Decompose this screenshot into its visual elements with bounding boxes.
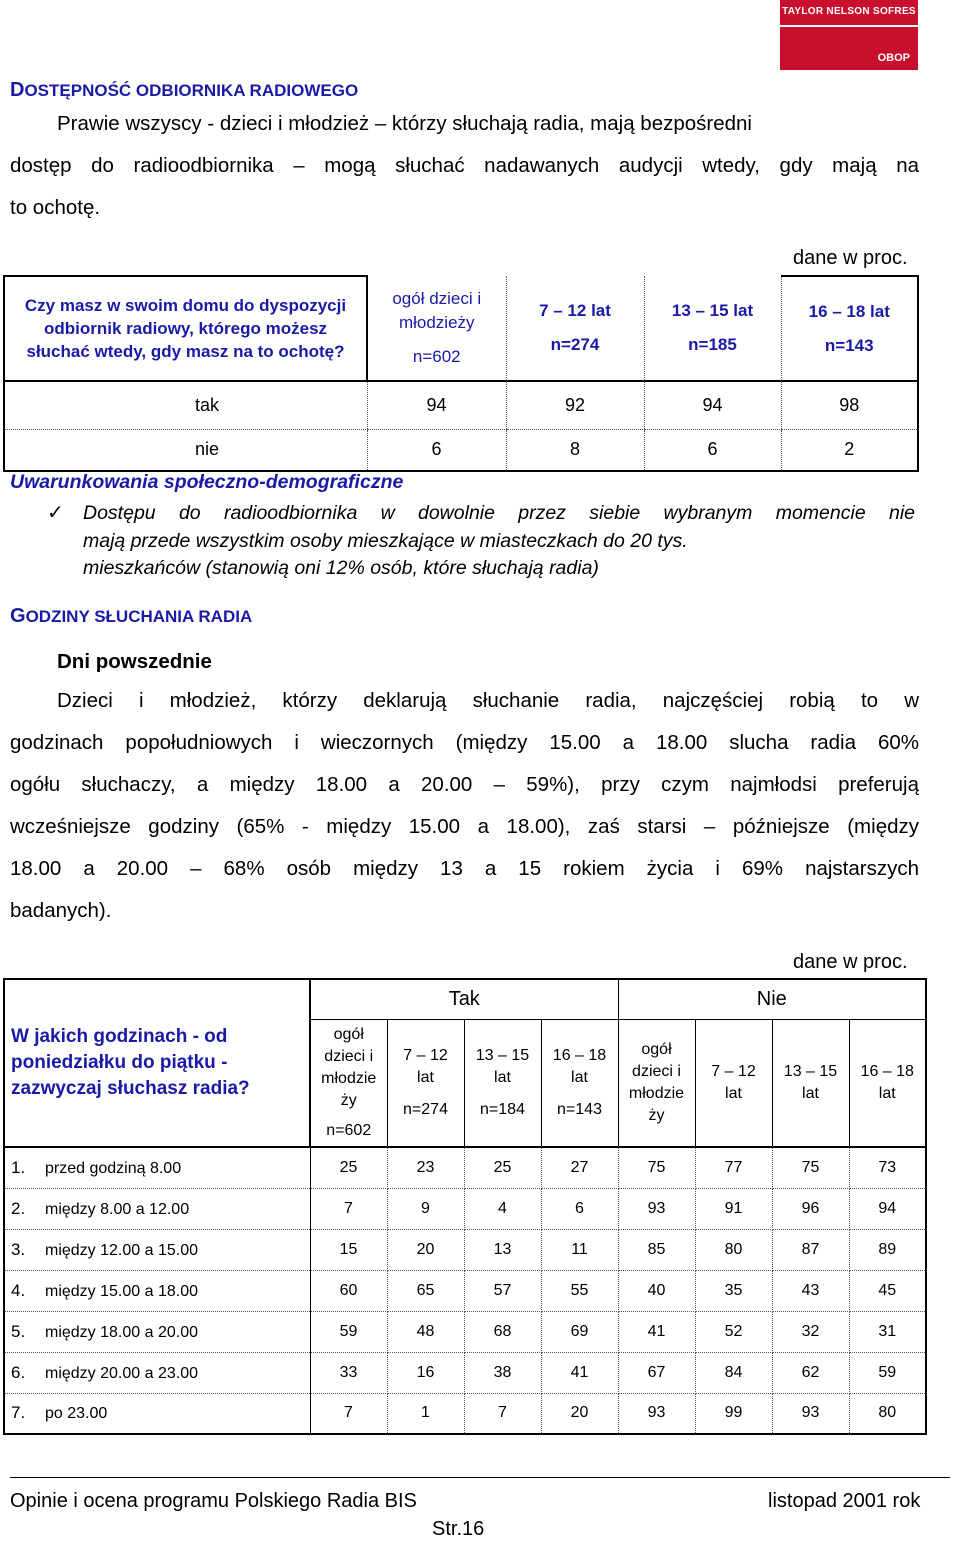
row-label: między 15.00 a 18.00 [45,1282,198,1300]
table2-row-label [4,1229,310,1270]
table2-nie-16-18: 16 – 18 lat [849,1019,926,1147]
table2-cell: 31 [849,1311,926,1352]
row-label: między 12.00 a 15.00 [45,1241,198,1259]
table2-cell: 25 [310,1147,387,1188]
table2-nie-13-15: 13 – 15 lat [772,1019,849,1147]
logo-text-line1: TAYLOR NELSON SOFRES [782,6,916,17]
table1-header-16-18: 16 – 18 lat n=143 [781,276,918,381]
table2-row [4,1352,926,1393]
table2-cell: 33 [310,1352,387,1393]
table2-cell: 59 [849,1352,926,1393]
table2-tak-total: ogół dzieci i młodzie ży n=602 [310,1019,387,1147]
table2-cell: 91 [695,1188,772,1229]
row-number: 7. [11,1403,26,1423]
row-label: między 20.00 a 23.00 [45,1364,198,1382]
table2-cell: 41 [541,1352,618,1393]
table2-row [4,1147,926,1188]
table2-cell: 80 [849,1393,926,1434]
table2-cell: 93 [772,1393,849,1434]
table2-row-label [4,1270,310,1311]
row-label: po 23.00 [45,1405,108,1423]
para2-line-3: ogółu słuchaczy, a między 18.00 a 20.00 – 59%), przy czym najmłodsi preferują [10,773,919,796]
table2-cell: 11 [541,1229,618,1270]
para2-line-4: wcześniejsze godziny (65% - między 15.00 a 18.00), zaś starsi – późniejsze (między [10,815,919,838]
table1-header-13-15: 13 – 15 lat n=185 [644,276,781,381]
table2-cell: 84 [695,1352,772,1393]
table2-tak-16-18: 16 – 18 lat n=143 [541,1019,618,1147]
table1-header-total: ogół dzieci i młodzieży n=602 [367,276,506,381]
table1-row-tak: tak 94 92 94 98 [4,381,918,429]
table2-row-label [4,1393,310,1434]
footer-rule [10,1477,950,1478]
table2-row [4,1188,926,1229]
para-line-1: Prawie wszyscy - dzieci i młodzież – którzy słuchają radia, mają bezpośredni [57,112,752,135]
row-number: 4. [11,1280,26,1300]
table2-cell: 93 [618,1393,695,1434]
table2-cell: 87 [772,1229,849,1270]
table2-cell: 7 [464,1393,541,1434]
table2-cell: 35 [695,1270,772,1311]
para2-line-6: badanych). [10,899,112,922]
table-listening-hours [3,978,927,1435]
table2-cell: 57 [464,1270,541,1311]
row-number: 5. [11,1321,26,1341]
table2-cell: 1 [387,1393,464,1434]
table1-question: Czy masz w swoim domu do dyspozycji odbiornik radiowy, którego możesz słuchać wtedy, gdy masz na to ochotę? [4,276,367,381]
table2-nie-7-12: 7 – 12 lat [695,1019,772,1147]
table2-cell: 9 [387,1188,464,1229]
table2-cell: 89 [849,1229,926,1270]
footer-date: listopad 2001 rok [768,1490,921,1512]
table2-row [4,1311,926,1352]
table2-cell: 40 [618,1270,695,1311]
table2-cell: 68 [464,1311,541,1352]
table2-cell: 20 [541,1393,618,1434]
table2-row-label [4,1188,310,1229]
table2-cell: 4 [464,1188,541,1229]
table2-row [4,1270,926,1311]
table2-cell: 25 [464,1147,541,1188]
table2-cell: 59 [310,1311,387,1352]
conditions-title: Uwarunkowania społeczno-demograficzne [10,471,404,493]
para2-line-5: 18.00 a 20.00 – 68% osób między 13 a 15 rokiem życia i 69% najstarszych [10,857,919,880]
table2-cell: 69 [541,1311,618,1352]
table2-nie-total: ogół dzieci i młodzie ży [618,1019,695,1147]
table2-cell: 45 [849,1270,926,1311]
table2-cell: 93 [618,1188,695,1229]
table2-cell: 73 [849,1147,926,1188]
table2-cell: 7 [310,1188,387,1229]
section-title-hours: GODZINY SŁUCHANIA RADIA [10,605,253,627]
table2-cell: 67 [618,1352,695,1393]
row-number: 6. [11,1362,26,1382]
table2-cell: 15 [310,1229,387,1270]
para-line-2: dostęp do radioodbiornika – mogą słuchać nadawanych audycji wtedy, gdy mają na [10,154,919,177]
table2-question: W jakich godzinach - od poniedziałku do piątku - zazwyczaj słuchasz radia? [4,979,310,1147]
table2-cell: 75 [618,1147,695,1188]
conditions-line-1: Dostępu do radioodbiornika w dowolnie przez siebie wybranym momencie nie [83,502,915,524]
table2-row-label [4,1147,310,1188]
table2-cell: 7 [310,1393,387,1434]
table-radio-availability [3,275,919,472]
table2-cell: 60 [310,1270,387,1311]
table2-cell: 6 [541,1188,618,1229]
table2-cell: 94 [849,1188,926,1229]
table2-cell: 48 [387,1311,464,1352]
section-title-availability: DOSTĘPNOŚĆ ODBIORNIKA RADIOWEGO [10,79,359,101]
table2-row [4,1229,926,1270]
table2-note: dane w proc. [793,951,908,973]
table2-row [4,1393,926,1434]
table1-row-nie: nie 6 8 6 2 [4,429,918,471]
table1-header-7-12: 7 – 12 lat n=274 [506,276,644,381]
table2-cell: 38 [464,1352,541,1393]
conditions-line-2: mają przede wszystkim osoby mieszkające w miasteczkach do 20 tys. [83,530,688,552]
table2-cell: 80 [695,1229,772,1270]
logo-text-line2: OBOP [877,52,910,64]
table2-cell: 43 [772,1270,849,1311]
table2-row-label [4,1311,310,1352]
table1-note: dane w proc. [793,247,908,269]
table2-cell: 32 [772,1311,849,1352]
table2-cell: 16 [387,1352,464,1393]
para2-line-1: Dzieci i młodzież, którzy deklarują słuchanie radia, najczęściej robią to w [57,689,919,712]
para2-line-2: godzinach popołudniowych i wieczornych (między 15.00 a 18.00 slucha radia 60% [10,731,919,754]
row-number: 3. [11,1239,26,1259]
table2-cell: 96 [772,1188,849,1229]
table2-tak-7-12: 7 – 12 lat n=274 [387,1019,464,1147]
row-number: 1. [11,1157,26,1177]
table2-cell: 27 [541,1147,618,1188]
table2-cell: 13 [464,1229,541,1270]
table2-group-nie: Nie [618,979,926,1019]
conditions-line-3: mieszkańców (stanowią oni 12% osób, które słuchają radia) [83,557,599,579]
table2-cell: 52 [695,1311,772,1352]
table2-tak-13-15: 13 – 15 lat n=184 [464,1019,541,1147]
table2-cell: 85 [618,1229,695,1270]
page-number: Str.16 [432,1518,485,1540]
table2-cell: 20 [387,1229,464,1270]
table2-cell: 65 [387,1270,464,1311]
table2-group-tak: Tak [310,979,618,1019]
table2-cell: 23 [387,1147,464,1188]
checkmark-icon: ✓ [47,502,64,524]
para-line-3: to ochotę. [10,196,101,219]
subtitle-weekdays: Dni powszednie [57,650,212,673]
row-label: między 18.00 a 20.00 [45,1323,198,1341]
table2-cell: 55 [541,1270,618,1311]
table2-row-label [4,1352,310,1393]
table2-cell: 62 [772,1352,849,1393]
row-label: przed godziną 8.00 [45,1159,182,1177]
table2-cell: 75 [772,1147,849,1188]
footer-title: Opinie i ocena programu Polskiego Radia BIS [10,1490,417,1512]
table2-cell: 41 [618,1311,695,1352]
table2-cell: 99 [695,1393,772,1434]
row-label: między 8.00 a 12.00 [45,1200,190,1218]
row-number: 2. [11,1198,26,1218]
tns-obop-logo [780,0,918,70]
table2-cell: 77 [695,1147,772,1188]
